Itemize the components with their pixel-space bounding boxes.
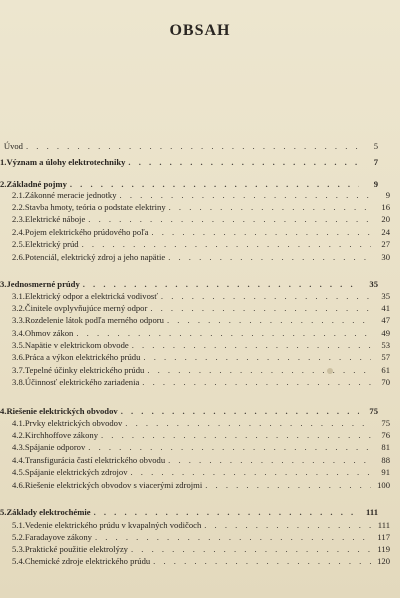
toc-page-number: 91 [381,467,390,477]
dot-leader [121,406,359,416]
toc-page-number: 41 [381,303,390,313]
toc-entry-number: 2. [0,179,7,189]
toc-entry-number: 4. [0,406,7,416]
toc-entry-number: 2.2. [12,202,25,212]
toc-entry-title: Základné pojmy [6,179,67,189]
toc-section-entry [0,214,390,224]
dot-leader [150,303,371,313]
dot-leader [143,352,371,362]
toc-section-entry [0,303,390,313]
dot-leader [204,520,371,530]
toc-entry-number: 3.2. [12,303,25,313]
toc-entry-title: Prvky elektrických obvodov [24,418,123,428]
toc-section-entry [0,239,390,249]
toc-chapter-entry [0,507,378,517]
toc-section-entry [0,418,390,428]
toc-section-entry [0,556,390,566]
toc-entry-number: 4.6. [12,480,25,490]
dot-leader [168,252,371,262]
toc-entry-title: Zákonné meracie jednotky [24,190,117,200]
toc-page-number: 30 [381,252,390,262]
dot-leader [120,190,371,200]
toc-section-entry [0,480,390,490]
toc-entry-title: Potenciál, elektrický zdroj a jeho napätie [24,252,166,262]
toc-section-entry [0,442,390,452]
toc-page-number: 119 [377,544,390,554]
toc-entry-number: 2.4. [12,227,25,237]
toc-section-entry [0,467,390,477]
toc-section-entry [0,252,390,262]
toc-section-entry [0,340,390,350]
toc-section-entry [0,190,390,200]
toc-page-number: 35 [381,291,390,301]
toc-page-number: 53 [381,340,390,350]
dot-leader [95,532,371,542]
toc-page-number: 5 [373,141,378,151]
toc-entry-number: 2.5. [12,239,25,249]
toc-entry-title: Elektrický odpor a elektrická vodivosť [24,291,158,301]
toc-section-entry [0,227,390,237]
toc-entry-title: Elektrický prúd [24,239,79,249]
toc-entry-title: Rozdelenie látok podľa merného odporu [24,315,164,325]
toc-entry-title: Vedenie elektrického prúdu v kvapalných vodičoch [24,520,202,530]
toc-page-number: 81 [381,442,390,452]
toc-page-number: 75 [369,406,378,416]
toc-chapter-entry [0,141,378,151]
toc-entry-number: 3.4. [12,328,25,338]
toc-section-entry [0,377,390,387]
dot-leader [167,315,371,325]
toc-chapter-entry [0,179,378,189]
toc-entry-title: Účinnosť elektrického zariadenia [24,377,140,387]
dot-leader [131,544,371,554]
toc-entry-number: 4.3. [12,442,25,452]
toc-section-entry [0,430,390,440]
toc-entry-number: 2.3. [12,214,25,224]
toc-entry-number: 4.1. [12,418,25,428]
dot-leader [153,556,371,566]
toc-entry-title: Napätie v elektrickom obvode [24,340,129,350]
toc-entry-title: Spájanie elektrických zdrojov [24,467,128,477]
toc-page-number: 61 [381,365,390,375]
toc-page-number: 117 [377,532,390,542]
toc-section-entry [0,352,390,362]
toc-page-number: 9 [373,179,378,189]
toc-entry-title: Úvod [3,141,23,151]
dot-leader [142,377,371,387]
toc-page-number: 88 [381,455,390,465]
toc-page-number: 24 [381,227,390,237]
toc-chapter-entry [0,406,378,416]
toc-entry-title: Pojem elektrického prúdového poľa [24,227,149,237]
page-title: OBSAH [169,22,231,39]
toc-section-entry [0,328,390,338]
toc-entry-number: 3.8. [12,377,25,387]
dot-leader [169,202,371,212]
dot-leader [161,291,371,301]
toc-entry-number: 4.2. [12,430,25,440]
toc-page-number: 9 [385,190,390,200]
toc-entry-title: Riešenie elektrických obvodov [6,406,118,416]
toc-page-number: 111 [366,507,378,517]
dot-leader [151,227,371,237]
toc-section-entry [0,315,390,325]
toc-section-entry [0,520,390,530]
toc-section-entry [0,544,390,554]
dot-leader [94,507,359,517]
toc-entry-title: Tepelné účinky elektrického prúdu [24,365,145,375]
toc-entry-number: 3.5. [12,340,25,350]
toc-page-number: 100 [377,480,390,490]
toc-entry-number: 3.1. [12,291,25,301]
dot-leader [26,141,359,151]
dot-leader [70,179,359,189]
toc-entry-number: 5.3. [12,544,25,554]
toc-page-number: 120 [377,556,390,566]
dot-leader [82,239,371,249]
toc-section-entry [0,455,390,465]
dot-leader [125,418,371,428]
toc-section-entry [0,291,390,301]
toc-entry-title: Význam a úlohy elektrotechniky [6,157,126,167]
toc-entry-title: Chemické zdroje elektrického prúdu [24,556,151,566]
dot-leader [131,467,372,477]
dot-leader [88,442,371,452]
toc-entry-title: Práca a výkon elektrického prúdu [24,352,141,362]
toc-page-number: 20 [381,214,390,224]
toc-entry-number: 4.4. [12,455,25,465]
toc-entry-number: 3.6. [12,352,25,362]
dot-leader [88,214,371,224]
toc-chapter-entry [0,279,378,289]
toc-entry-title: Ohmov zákon [24,328,74,338]
toc-entry-number: 3. [0,279,7,289]
toc-page-number: 47 [381,315,390,325]
toc-section-entry [0,532,390,542]
toc-entry-title: Základy elektrochémie [6,507,91,517]
paper-stain [327,368,333,374]
toc-page-number: 111 [377,520,390,530]
toc-page-number: 35 [369,279,378,289]
dot-leader [132,340,371,350]
toc-entry-title: Spájanie odporov [24,442,86,452]
toc-page-number: 75 [381,418,390,428]
toc-entry-title: Transfigurácia častí elektrického obvodu [24,455,166,465]
dot-leader [168,455,371,465]
toc-entry-number: 2.1. [12,190,25,200]
toc-page-number: 7 [373,157,378,167]
toc-entry-title: Jednosmerné prúdy [6,279,80,289]
dot-leader [83,279,359,289]
dot-leader [76,328,371,338]
toc-entry-number: 5.2. [12,532,25,542]
toc-chapter-entry [0,157,378,167]
toc-entry-number: 5.4. [12,556,25,566]
toc-page-number: 76 [381,430,390,440]
dot-leader [101,430,371,440]
toc-page-number: 70 [381,377,390,387]
toc-page-number: 49 [381,328,390,338]
toc-page-number: 27 [381,239,390,249]
toc-entry-title: Praktické použitie elektrolýzy [24,544,128,554]
toc-section-entry [0,202,390,212]
toc-entry-title: Faradayove zákony [24,532,92,542]
toc-entry-title: Riešenie elektrických obvodov s viacerými zdrojmi [24,480,203,490]
toc-entry-number: 3.3. [12,315,25,325]
toc-entry-number: 2.6. [12,252,25,262]
toc-entry-number: 5.1. [12,520,25,530]
toc-entry-title: Činitele ovplyvňujúce merný odpor [24,303,148,313]
toc-entry-title: Stavba hmoty, teória o podstate elektriny [24,202,166,212]
toc-page-number: 16 [381,202,390,212]
toc-entry-number: 1. [0,157,7,167]
toc-page-number: 57 [381,352,390,362]
dot-leader [205,480,371,490]
dot-leader [147,365,371,375]
toc-entry-number: 3.7. [12,365,25,375]
toc-entry-number: 5. [0,507,7,517]
toc-entry-number: 4.5. [12,467,25,477]
toc-entry-title: Kirchhoffove zákony [24,430,98,440]
toc-entry-title: Elektrické náboje [24,214,86,224]
dot-leader [128,157,359,167]
